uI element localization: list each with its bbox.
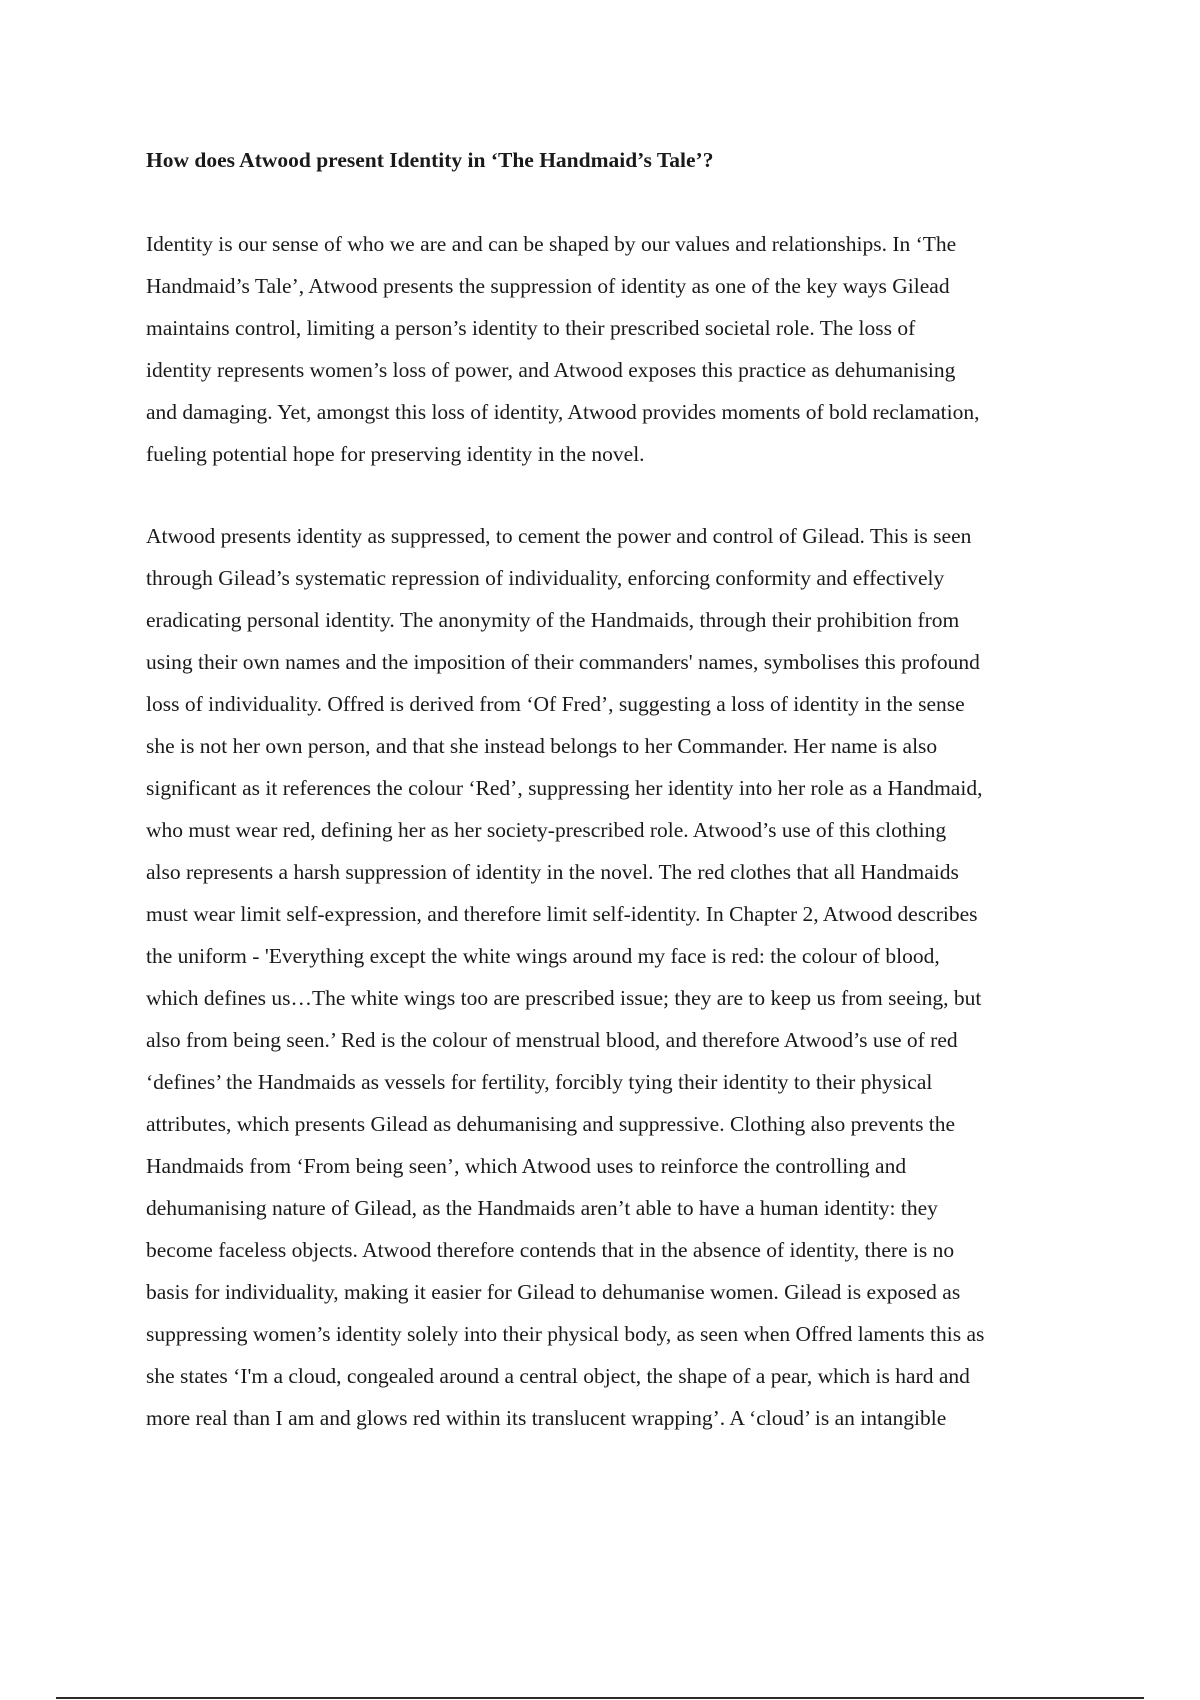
text-line: dehumanising nature of Gilead, as the Handmaids aren’t able to have a human identity: they — [146, 1196, 938, 1220]
text-line: eradicating personal identity. The anonymity of the Handmaids, through their prohibition from — [146, 608, 960, 632]
text-line: using their own names and the imposition of their commanders' names, symbolises this profound — [146, 650, 980, 674]
text-line: loss of individuality. Offred is derived from ‘Of Fred’, suggesting a loss of identity in the sense — [146, 692, 965, 716]
text-line: which defines us…The white wings too are prescribed issue; they are to keep us from seeing, but — [146, 986, 982, 1010]
text-line: she states ‘I'm a cloud, congealed around a central object, the shape of a pear, which is hard and — [146, 1364, 970, 1388]
text-line: ‘defines’ the Handmaids as vessels for fertility, forcibly tying their identity to their physical — [146, 1070, 933, 1094]
text-line: Identity is our sense of who we are and can be shaped by our values and relationships. In ‘The — [146, 232, 957, 256]
text-line: more real than I am and glows red within its translucent wrapping’. A ‘cloud’ is an intangible — [146, 1406, 947, 1430]
paragraph-intro — [146, 223, 1096, 475]
text-line: also represents a harsh suppression of identity in the novel. The red clothes that all Handmaids — [146, 860, 959, 884]
text-line: Atwood presents identity as suppressed, to cement the power and control of Gilead. This is seen — [146, 524, 972, 548]
paragraph-body — [146, 515, 1096, 1439]
text-line: the uniform - 'Everything except the white wings around my face is red: the colour of blood, — [146, 944, 940, 968]
text-line: she is not her own person, and that she instead belongs to her Commander. Her name is also — [146, 734, 938, 758]
text-line: through Gilead’s systematic repression of individuality, enforcing conformity and effectively — [146, 566, 945, 590]
text-line: significant as it references the colour ‘Red’, suppressing her identity into her role as a Handmaid, — [146, 776, 983, 800]
document-page — [146, 145, 1096, 1479]
text-line: Handmaids from ‘From being seen’, which Atwood uses to reinforce the controlling and — [146, 1154, 907, 1178]
text-line: basis for individuality, making it easier for Gilead to dehumanise women. Gilead is exposed as — [146, 1280, 961, 1304]
text-line: Handmaid’s Tale’, Atwood presents the suppression of identity as one of the key ways Gilead — [146, 274, 950, 298]
text-line: suppressing women’s identity solely into their physical body, as seen when Offred laments this as — [146, 1322, 985, 1346]
text-line: also from being seen.’ Red is the colour of menstrual blood, and therefore Atwood’s use of red — [146, 1028, 958, 1052]
text-line: who must wear red, defining her as her society-prescribed role. Atwood’s use of this clothing — [146, 818, 947, 842]
page-bottom-divider — [56, 1697, 1144, 1699]
text-line: must wear limit self-expression, and therefore limit self-identity. In Chapter 2, Atwood describes — [146, 902, 978, 926]
essay-title: How does Atwood present Identity in ‘The Handmaid’s Tale’? — [146, 148, 714, 172]
text-line: identity represents women’s loss of power, and Atwood exposes this practice as dehumanising — [146, 358, 956, 382]
text-line: attributes, which presents Gilead as dehumanising and suppressive. Clothing also prevents the — [146, 1112, 956, 1136]
text-line: and damaging. Yet, amongst this loss of identity, Atwood provides moments of bold reclamation, — [146, 400, 980, 424]
text-line: maintains control, limiting a person’s identity to their prescribed societal role. The loss of — [146, 316, 916, 340]
text-line: fueling potential hope for preserving identity in the novel. — [146, 442, 645, 466]
text-line: become faceless objects. Atwood therefore contends that in the absence of identity, there is no — [146, 1238, 955, 1262]
